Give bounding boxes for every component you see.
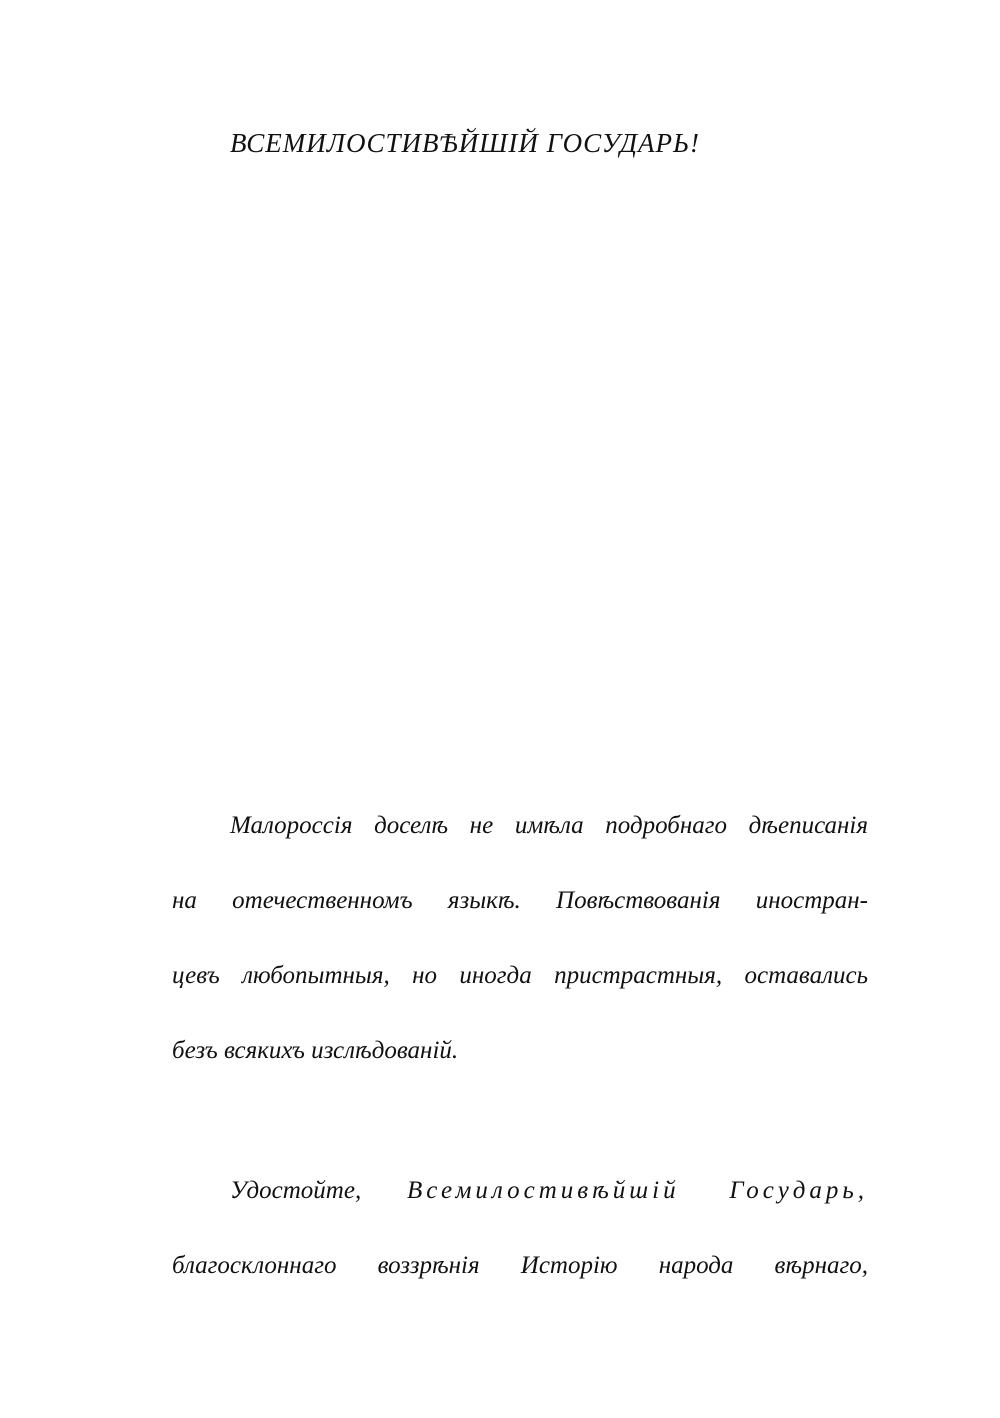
dedication-heading: ВСЕМИЛОСТИВѢЙШІЙ ГОСУДАРЬ! — [230, 128, 700, 158]
text-line: благосклоннаго воззрѣнія Исторію народа вѣрнаго, — [172, 1252, 868, 1279]
text-line: Малороссія доселѣ не имѣла подробнаго дѣеписанія — [230, 812, 868, 839]
text-line: безъ всякихъ изслѣдованій. — [172, 1037, 459, 1064]
text-line-start: Удостойте, — [230, 1177, 362, 1204]
sovereign-address: Всемилостивѣйшій Государь, — [406, 1177, 868, 1204]
text-line: цевъ любопытныя, но иногда пристрастныя, оставались — [172, 962, 868, 989]
text-line: на отечественномъ языкѣ. Повѣствованія иностран- — [172, 887, 868, 914]
text-line — [230, 1177, 868, 1205]
